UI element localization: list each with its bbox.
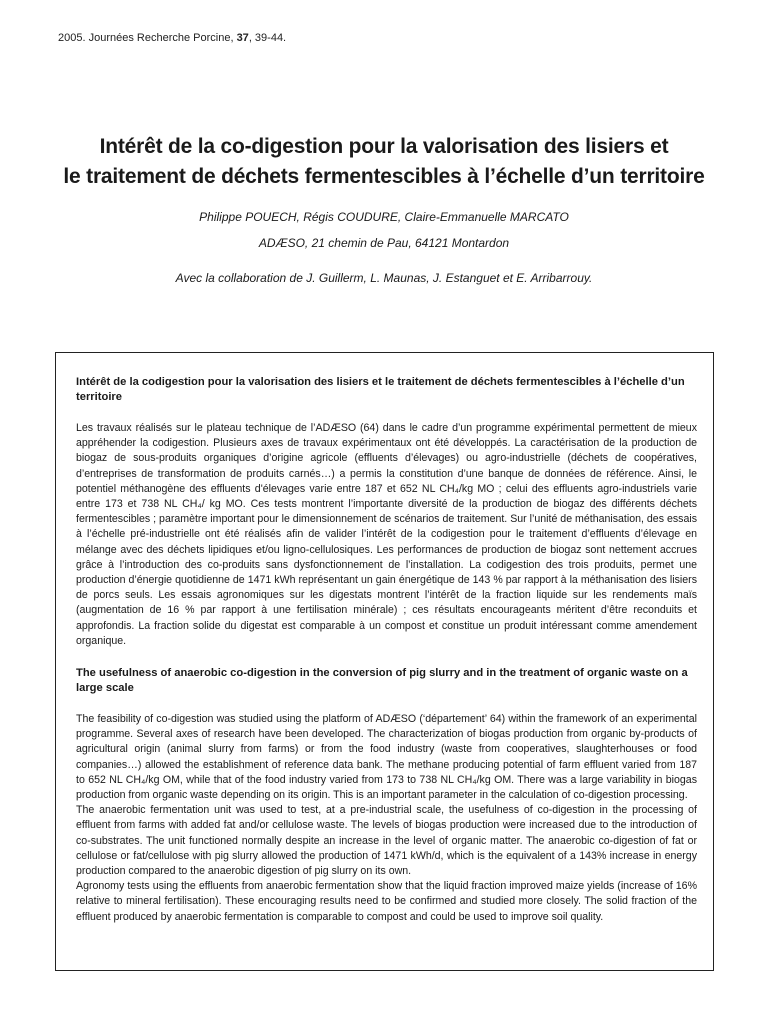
abstract-english-title: The usefulness of anaerobic co-digestion in the conversion of pig slurry and in the treatment of organic waste on a large scale xyxy=(76,667,688,694)
paper-title-line-1: Intérêt de la co-digestion pour la valorisation des lisiers et xyxy=(99,135,669,158)
abstract-english-paragraph-2: The anaerobic fermentation unit was used to test, at a pre-industrial scale, the usefulness of co-digestion in the processing of effluent from farms with added fat and/or cellulose waste. The levels of biogas production were increased due to the introduction of co-substrates. The unit functioned normally despite an increase in the level of organic matter. The anaerobic co-digestion of fat or cellulose or fat/cellulose with pig slurry allowed the production of 1471 kWh/d, which is the equivalent of a 143% increase in energy production compared to the anaerobic digestion of pig slurry on its own. xyxy=(76,804,697,878)
affiliation-address: ADÆSO, 21 chemin de Pau, 64121 Montardon xyxy=(258,236,510,250)
abstract-english-body xyxy=(76,712,697,925)
citation-prefix: 2005. Journées Recherche Porcine, xyxy=(58,32,237,44)
abstract-french-paragraph: Les travaux réalisés sur le plateau technique de l’ADÆSO (64) dans le cadre d’un programme expérimental permettent de mieux appréhender la codigestion. Plusieurs axes de travaux expérimentaux ont été développés. La caractérisation de la production de biogaz de sous-produits organiques d’origine agricole (effluents d’élevages) ou agro-industrielle (déchets de coopératives, d’entreprises de transformation de produits carnés…) a permis la constitution d’une banque de données de référence. Ainsi, le potentiel méthanogène des effluents d'élevages varie entre 187 et 652 NL CH₄/kg MO ; celui des effluents agro-industriels varie entre 173 et 738 NL CH₄/ kg MO. Ces tests montrent l’importante diversité de la production de biogaz des différents déchets fermentescibles ; paramètre important pour le dimensionnement de scénarios de traitement. Sur l’unité de méthanisation, des essais à l’échelle pré-industrielle ont été réalisés afin de valider l’intérêt de la codigestion pour le traitement d’effluents d’élevage en mélange avec des déchets lipidiques et/ou ligno-cellulosiques. Les performances de production de biogaz sont nettement accrues grâce à l’introduction des co-produits sans dysfonctionnement de l’installation. La codigestion des trois produits, permet une production d’énergie quotidienne de 1471 kWh représentant un gain énergétique de 143 % par rapport à la méthanisation des lisiers de porcs seuls. Les essais agronomiques sur les digestats montrent l’intérêt de la fraction liquide sur les rendements maïs (augmentation de 16 % par rapport à une fertilisation minérale) ; ces résultats encourageants méritent d’être reconduits et approfondis. La fraction solide du digestat est comparable à un compost et constitue un produit intéressant comme amendement organique. xyxy=(76,422,697,647)
paper-title-line-2: le traitement de déchets fermentescibles à l’échelle d’un territoire xyxy=(63,165,705,188)
paper-title xyxy=(30,132,738,192)
authors: Philippe POUECH, Régis COUDURE, Claire-Emmanuelle MARCATO xyxy=(199,210,569,224)
abstract-box xyxy=(55,352,714,971)
abstract-english-paragraph-3: Agronomy tests using the effluents from anaerobic fermentation show that the liquid fraction improved maize yields (increase of 16% relative to mineral fertilisation). These encouraging results need to be confirmed and studied more closely. The solid fraction of the effluent produced by anaerobic fermentation is comparable to compost and could be used to improve soil quality. xyxy=(76,880,697,923)
citation-pages: , 39-44. xyxy=(248,32,287,44)
citation-volume: 37 xyxy=(236,32,249,44)
abstract-english xyxy=(76,666,697,925)
abstract-french-body xyxy=(76,421,697,649)
abstract-english-paragraph-1: The feasibility of co-digestion was studied using the platform of ADÆSO (‘département’ 64) within the framework of an experimental programme. Several axes of research have been developed. The characterization of biogas production from organic by-products of agricultural origin (animal slurry from farms) or from the food industry (waste from cooperatives, slaughterhouses or food companies…) allowed the establishment of reference data bank. The methane producing potential of farm effluent varied from 187 to 652 NL CH₄/kg OM, while that of the food industry varied from 173 to 738 NL CH₄/kg OM. There was a large variability in biogas production from organic waste depending on its origin. This is an important parameter in the calculation of co-digestion processing. xyxy=(76,713,697,802)
collaboration-note: Avec la collaboration de J. Guillerm, L. Maunas, J. Estanguet et E. Arribarrouy. xyxy=(175,271,593,285)
journal-citation xyxy=(58,32,286,44)
abstract-french xyxy=(76,375,697,649)
abstract-french-title: Intérêt de la codigestion pour la valorisation des lisiers et le traitement de déchets fermentescibles à l’échelle d’un territoire xyxy=(76,376,685,403)
